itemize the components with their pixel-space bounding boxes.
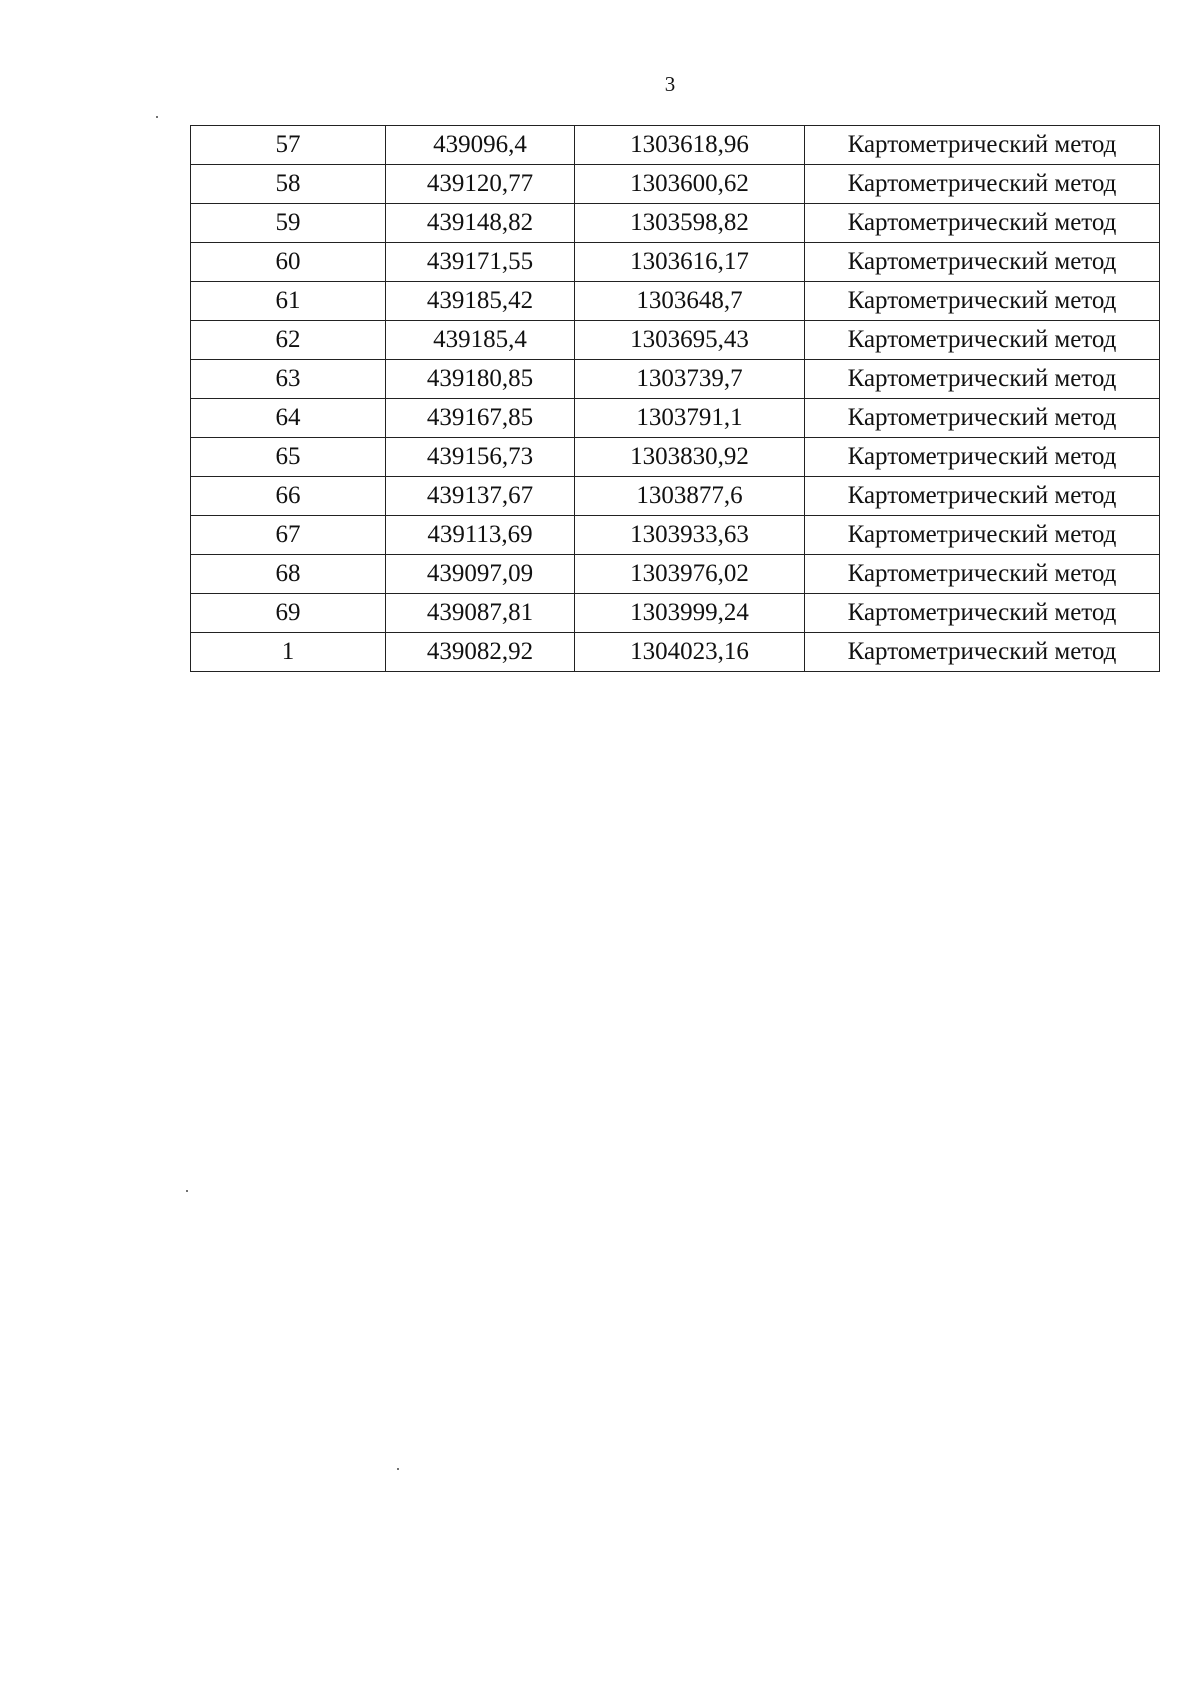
scan-speck (156, 116, 158, 118)
point-number-cell: 66 (191, 477, 386, 516)
method-cell: Картометрический метод (805, 516, 1160, 555)
point-number-cell: 1 (191, 633, 386, 672)
x-coordinate-cell: 439167,85 (386, 399, 575, 438)
coordinates-table (190, 125, 1160, 672)
x-coordinate-cell: 439113,69 (386, 516, 575, 555)
point-number-cell: 68 (191, 555, 386, 594)
method-cell: Картометрический метод (805, 555, 1160, 594)
method-cell: Картометрический метод (805, 243, 1160, 282)
x-coordinate-cell: 439097,09 (386, 555, 575, 594)
point-number-cell: 58 (191, 165, 386, 204)
table-row (191, 126, 1160, 165)
point-number-cell: 64 (191, 399, 386, 438)
table-row (191, 438, 1160, 477)
point-number-cell: 67 (191, 516, 386, 555)
point-number-cell: 57 (191, 126, 386, 165)
method-cell: Картометрический метод (805, 399, 1160, 438)
y-coordinate-cell: 1303999,24 (575, 594, 805, 633)
table-row (191, 477, 1160, 516)
coordinates-table-body (191, 126, 1160, 672)
x-coordinate-cell: 439180,85 (386, 360, 575, 399)
point-number-cell: 63 (191, 360, 386, 399)
x-coordinate-cell: 439082,92 (386, 633, 575, 672)
method-cell: Картометрический метод (805, 477, 1160, 516)
method-cell: Картометрический метод (805, 165, 1160, 204)
method-cell: Картометрический метод (805, 321, 1160, 360)
point-number-cell: 59 (191, 204, 386, 243)
y-coordinate-cell: 1303830,92 (575, 438, 805, 477)
scan-speck (186, 1190, 188, 1192)
scan-speck (397, 1468, 399, 1470)
table-row (191, 243, 1160, 282)
point-number-cell: 65 (191, 438, 386, 477)
method-cell: Картометрический метод (805, 204, 1160, 243)
x-coordinate-cell: 439156,73 (386, 438, 575, 477)
x-coordinate-cell: 439148,82 (386, 204, 575, 243)
table-row (191, 165, 1160, 204)
y-coordinate-cell: 1303598,82 (575, 204, 805, 243)
table-row (191, 360, 1160, 399)
point-number-cell: 60 (191, 243, 386, 282)
y-coordinate-cell: 1303877,6 (575, 477, 805, 516)
y-coordinate-cell: 1303791,1 (575, 399, 805, 438)
table-row (191, 399, 1160, 438)
method-cell: Картометрический метод (805, 282, 1160, 321)
method-cell: Картометрический метод (805, 126, 1160, 165)
x-coordinate-cell: 439185,4 (386, 321, 575, 360)
y-coordinate-cell: 1303933,63 (575, 516, 805, 555)
table-row (191, 633, 1160, 672)
table-row (191, 282, 1160, 321)
y-coordinate-cell: 1303600,62 (575, 165, 805, 204)
point-number-cell: 69 (191, 594, 386, 633)
table-row (191, 516, 1160, 555)
y-coordinate-cell: 1303648,7 (575, 282, 805, 321)
method-cell: Картометрический метод (805, 360, 1160, 399)
table-row (191, 204, 1160, 243)
method-cell: Картометрический метод (805, 633, 1160, 672)
x-coordinate-cell: 439171,55 (386, 243, 575, 282)
y-coordinate-cell: 1303616,17 (575, 243, 805, 282)
x-coordinate-cell: 439185,42 (386, 282, 575, 321)
point-number-cell: 61 (191, 282, 386, 321)
table-row (191, 321, 1160, 360)
y-coordinate-cell: 1303739,7 (575, 360, 805, 399)
y-coordinate-cell: 1303976,02 (575, 555, 805, 594)
table-row (191, 594, 1160, 633)
point-number-cell: 62 (191, 321, 386, 360)
method-cell: Картометрический метод (805, 438, 1160, 477)
x-coordinate-cell: 439120,77 (386, 165, 575, 204)
y-coordinate-cell: 1304023,16 (575, 633, 805, 672)
method-cell: Картометрический метод (805, 594, 1160, 633)
x-coordinate-cell: 439137,67 (386, 477, 575, 516)
y-coordinate-cell: 1303695,43 (575, 321, 805, 360)
y-coordinate-cell: 1303618,96 (575, 126, 805, 165)
page-number: 3 (664, 72, 676, 96)
x-coordinate-cell: 439096,4 (386, 126, 575, 165)
x-coordinate-cell: 439087,81 (386, 594, 575, 633)
table-row (191, 555, 1160, 594)
